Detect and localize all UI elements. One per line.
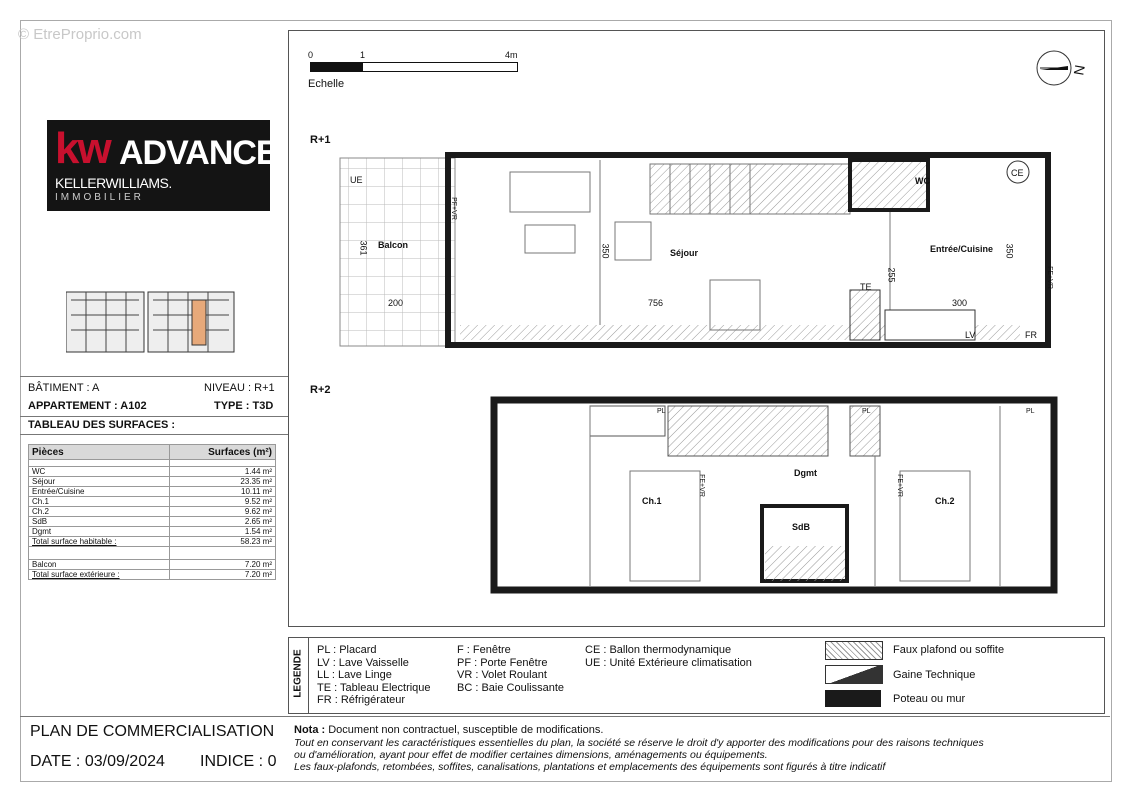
abbr-fevr-2: FE+VR: [895, 474, 903, 497]
logo-immobilier: IMMOBILIER: [55, 192, 144, 203]
dim-255: 255: [886, 267, 897, 283]
abbr-pl-1: PL: [657, 408, 666, 415]
logo-advance: ADVANCE: [119, 134, 278, 172]
room-balcon: Balcon: [378, 240, 409, 250]
nota-line-2: ou d'amélioration, ayant pour effet de modifier certaines dimensions, aménagements ou équipements.: [294, 749, 768, 761]
legend-divider: [308, 637, 309, 713]
faux-plafond-swatch: [825, 641, 883, 660]
dim-361: 361: [358, 240, 369, 256]
floor-plan-r2: [490, 396, 1060, 594]
table-row: Ch.2 9.62 m²: [29, 507, 276, 517]
logo-keller: KELLERWILLIAMS.: [55, 175, 172, 191]
watermark: © EtreProprio.com: [18, 26, 142, 43]
nota-line-1: Tout en conservant les caractéristiques essentielles du plan, la société se réserve le droit d'y apporter des modifications pour des raisons techniques: [294, 737, 984, 749]
scale-label: Echelle: [308, 78, 345, 90]
surfaces-table: [28, 444, 276, 580]
scale-0: 0: [308, 50, 314, 60]
plan-indice: INDICE : 0: [200, 753, 277, 770]
abbr-pl-3: PL: [1026, 408, 1035, 415]
type: TYPE : T3D: [214, 400, 274, 412]
highlighted-apartment: [192, 300, 206, 345]
abbr-lv: LV: [965, 330, 976, 340]
legend-key-1: Faux plafond ou soffite: [893, 644, 1005, 656]
info-divider: [20, 416, 288, 417]
room-dgmt: Dgmt: [794, 468, 817, 478]
table-row: [29, 547, 276, 560]
dim-756: 756: [648, 298, 664, 308]
room-sdb: SdB: [792, 522, 810, 532]
legend-col-1: PL : Placard LV : Lave Vaisselle LL : Lave Linge TE : Tableau Electrique FR : Réfrigérateur: [317, 644, 431, 706]
table-row: Ch.1 9.52 m²: [29, 497, 276, 507]
table-row: WC 1.44 m²: [29, 467, 276, 477]
col-surfaces: Surfaces (m²): [170, 445, 276, 460]
kw-logo: [47, 120, 278, 211]
room-ch1: Ch.1: [642, 496, 662, 506]
nota-line-3: Les faux-plafonds, retombées, soffites, canalisations, plantations et emplacements des équipements sont figurés à titre indicatif: [294, 761, 886, 773]
plan-title: PLAN DE COMMERCIALISATION: [30, 723, 275, 740]
table-row: Séjour 23.35 m²: [29, 477, 276, 487]
room-wc: WC: [915, 176, 930, 186]
abbr-fr: FR: [1025, 330, 1037, 340]
col-pieces: Pièces: [29, 445, 170, 460]
plan-date: DATE : 03/09/2024: [30, 753, 165, 770]
footer-divider: [20, 716, 1110, 717]
nota-label: Nota :: [294, 724, 326, 736]
r1-label: R+1: [310, 134, 331, 146]
dim-300: 300: [952, 298, 968, 308]
batiment: BÂTIMENT : A: [28, 382, 100, 394]
table-row: SdB 2.65 m²: [29, 517, 276, 527]
north-label: N: [1070, 63, 1088, 77]
abbr-pfvr: PF+VR: [449, 197, 457, 220]
legend-title: LEGENDE: [292, 649, 304, 698]
niveau: NIVEAU : R+1: [204, 382, 275, 394]
nota-text: Document non contractuel, susceptible de modifications.: [328, 724, 604, 736]
abbr-te: TE: [860, 282, 872, 292]
room-sejour: Séjour: [670, 248, 699, 258]
table-row: Total surface habitable : 58.23 m²: [29, 537, 276, 547]
r2-label: R+2: [310, 384, 331, 396]
legend-col-3: CE : Ballon thermodynamique UE : Unité Extérieure climatisation: [585, 644, 752, 669]
info-divider-2: [20, 434, 288, 435]
abbr-ue: UE: [350, 175, 363, 185]
scale-4m: 4m: [505, 50, 518, 60]
room-ch2: Ch.2: [935, 496, 955, 506]
logo-kw: kw: [55, 124, 110, 173]
dim-350a: 350: [600, 243, 611, 259]
legend-col-2: F : Fenêtre PF : Porte Fenêtre VR : Volet Roulant BC : Baie Coulissante: [457, 644, 564, 694]
left-divider: [20, 376, 288, 377]
tableau-title: TABLEAU DES SURFACES :: [28, 419, 176, 431]
dim-350b: 350: [1004, 243, 1015, 259]
building-key-plan: [66, 280, 236, 355]
legend-key-2: Gaine Technique: [893, 669, 976, 681]
abbr-fevr-r1: FE+VR: [1045, 266, 1053, 289]
abbr-ce: CE: [1011, 168, 1024, 178]
abbr-pl-2: PL: [862, 408, 871, 415]
gaine-swatch: [825, 665, 883, 684]
north-arrow-icon: [1034, 48, 1074, 88]
dim-200: 200: [388, 298, 404, 308]
appartement: APPARTEMENT : A102: [28, 400, 147, 412]
poteau-swatch: [825, 690, 881, 707]
room-entree: Entrée/Cuisine: [930, 244, 994, 254]
table-row: Dgmt 1.54 m²: [29, 527, 276, 537]
scale-1: 1: [360, 50, 366, 60]
legend-key-3: Poteau ou mur: [893, 693, 966, 705]
table-row: Entrée/Cuisine 10.11 m²: [29, 487, 276, 497]
nota: [294, 724, 603, 736]
table-row: Balcon 7.20 m²: [29, 560, 276, 570]
abbr-fevr-1: FE+VR: [697, 474, 705, 497]
scale-bar: [310, 62, 518, 72]
table-row: Total surface extérieure : 7.20 m²: [29, 570, 276, 580]
